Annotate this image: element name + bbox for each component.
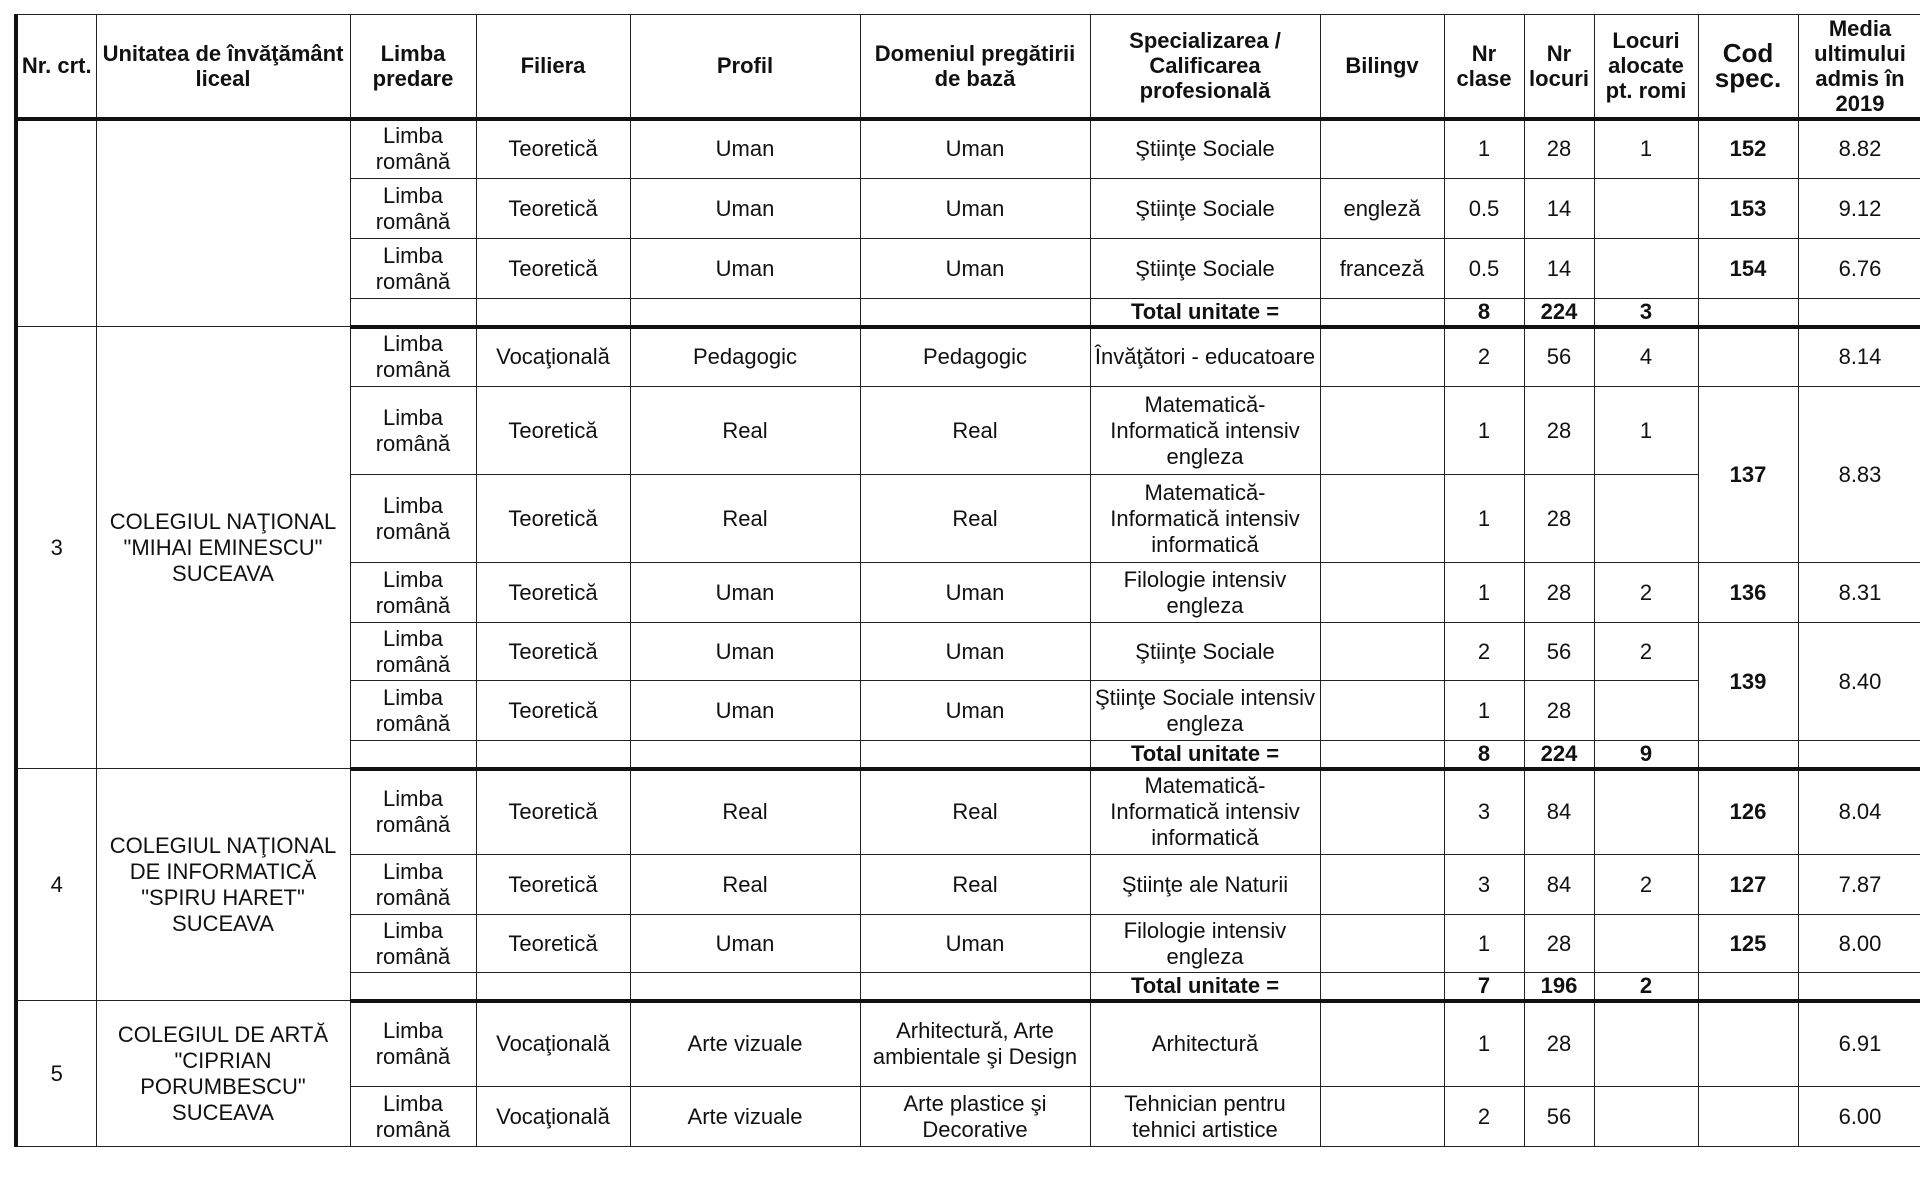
romi-cell: 2 — [1594, 855, 1698, 915]
limba-cell: Limba română — [350, 769, 476, 855]
header-media-2019: Media ultimului admis în 2019 — [1798, 15, 1920, 119]
clase-cell: 1 — [1444, 387, 1524, 475]
filiera-cell: Vocaţională — [476, 1087, 630, 1147]
domeniul-cell: Real — [860, 387, 1090, 475]
romi-cell — [1594, 681, 1698, 741]
table-row — [16, 769, 1920, 855]
total-label: Total unitate = — [1090, 741, 1320, 769]
admission-table — [14, 14, 1920, 1147]
specializare-cell: Ştiinţe Sociale — [1090, 179, 1320, 239]
romi-cell — [1594, 915, 1698, 973]
limba-cell: Limba română — [350, 179, 476, 239]
specializare-cell: Ştiinţe ale Naturii — [1090, 855, 1320, 915]
nr-crt-cell: 5 — [16, 1001, 96, 1147]
cod-spec-cell: 154 — [1698, 239, 1798, 299]
limba-cell: Limba română — [350, 387, 476, 475]
profil-cell: Uman — [630, 623, 860, 681]
clase-cell: 2 — [1444, 1087, 1524, 1147]
locuri-cell: 28 — [1524, 681, 1594, 741]
limba-cell: Limba română — [350, 915, 476, 973]
bilingv-cell — [1320, 563, 1444, 623]
specializare-cell: Matematică-Informatică intensiv informatică — [1090, 769, 1320, 855]
clase-cell: 0.5 — [1444, 179, 1524, 239]
limba-cell: Limba română — [350, 681, 476, 741]
bilingv-cell — [1320, 1001, 1444, 1087]
clase-cell: 1 — [1444, 915, 1524, 973]
media-cell: 6.76 — [1798, 239, 1920, 299]
bilingv-cell — [1320, 1087, 1444, 1147]
media-cell: 7.87 — [1798, 855, 1920, 915]
domeniul-cell: Uman — [860, 623, 1090, 681]
nr-crt-cell: 4 — [16, 769, 96, 1001]
total-romi: 3 — [1594, 299, 1698, 327]
header-unitatea: Unitatea de învăţământ liceal — [96, 15, 350, 119]
locuri-cell: 84 — [1524, 855, 1594, 915]
domeniul-cell: Uman — [860, 563, 1090, 623]
nr-crt-cell — [16, 119, 96, 327]
media-cell: 8.00 — [1798, 915, 1920, 973]
bilingv-cell — [1320, 623, 1444, 681]
locuri-cell: 28 — [1524, 563, 1594, 623]
filiera-cell: Vocaţională — [476, 1001, 630, 1087]
cod-spec-cell: 127 — [1698, 855, 1798, 915]
media-cell: 8.83 — [1798, 387, 1920, 563]
total-clase: 8 — [1444, 741, 1524, 769]
total-locuri: 224 — [1524, 741, 1594, 769]
header-bilingv: Bilingv — [1320, 15, 1444, 119]
cod-spec-cell: 126 — [1698, 769, 1798, 855]
cod-spec-cell: 152 — [1698, 119, 1798, 179]
total-clase: 8 — [1444, 299, 1524, 327]
limba-cell: Limba română — [350, 1087, 476, 1147]
romi-cell — [1594, 1001, 1698, 1087]
header-locuri-romi: Locuri alocate pt. romi — [1594, 15, 1698, 119]
locuri-cell: 14 — [1524, 239, 1594, 299]
clase-cell: 3 — [1444, 769, 1524, 855]
specializare-cell: Ştiinţe Sociale — [1090, 119, 1320, 179]
limba-cell: Limba română — [350, 855, 476, 915]
total-locuri: 196 — [1524, 973, 1594, 1001]
domeniul-cell: Pedagogic — [860, 327, 1090, 387]
limba-cell: Limba română — [350, 239, 476, 299]
bilingv-cell: engleză — [1320, 179, 1444, 239]
romi-cell: 2 — [1594, 623, 1698, 681]
filiera-cell: Teoretică — [476, 623, 630, 681]
romi-cell — [1594, 239, 1698, 299]
media-cell: 8.40 — [1798, 623, 1920, 741]
bilingv-cell: franceză — [1320, 239, 1444, 299]
specializare-cell: Ştiinţe Sociale — [1090, 623, 1320, 681]
clase-cell: 3 — [1444, 855, 1524, 915]
cod-spec-cell — [1698, 1001, 1798, 1087]
profil-cell: Uman — [630, 563, 860, 623]
media-cell: 8.04 — [1798, 769, 1920, 855]
locuri-cell: 56 — [1524, 327, 1594, 387]
media-cell: 8.31 — [1798, 563, 1920, 623]
profil-cell: Uman — [630, 915, 860, 973]
profil-cell: Uman — [630, 179, 860, 239]
locuri-cell: 84 — [1524, 769, 1594, 855]
specializare-cell: Matematică-Informatică intensiv informatică — [1090, 475, 1320, 563]
cod-spec-cell: 125 — [1698, 915, 1798, 973]
bilingv-cell — [1320, 681, 1444, 741]
locuri-cell: 28 — [1524, 475, 1594, 563]
total-label: Total unitate = — [1090, 973, 1320, 1001]
locuri-cell: 56 — [1524, 623, 1594, 681]
cod-spec-cell — [1698, 1087, 1798, 1147]
filiera-cell: Teoretică — [476, 239, 630, 299]
bilingv-cell — [1320, 769, 1444, 855]
cod-spec-cell — [1698, 327, 1798, 387]
profil-cell: Arte vizuale — [630, 1087, 860, 1147]
filiera-cell: Teoretică — [476, 179, 630, 239]
media-cell: 6.00 — [1798, 1087, 1920, 1147]
profil-cell: Real — [630, 769, 860, 855]
domeniul-cell: Uman — [860, 179, 1090, 239]
specializare-cell: Învăţători - educatoare — [1090, 327, 1320, 387]
profil-cell: Arte vizuale — [630, 1001, 860, 1087]
nr-crt-cell: 3 — [16, 327, 96, 769]
bilingv-cell — [1320, 475, 1444, 563]
total-romi: 2 — [1594, 973, 1698, 1001]
specializare-cell: Tehnician pentru tehnici artistice — [1090, 1087, 1320, 1147]
domeniul-cell: Real — [860, 855, 1090, 915]
profil-cell: Real — [630, 475, 860, 563]
total-label: Total unitate = — [1090, 299, 1320, 327]
header-nr-clase: Nr clase — [1444, 15, 1524, 119]
filiera-cell: Teoretică — [476, 119, 630, 179]
profil-cell: Uman — [630, 239, 860, 299]
profil-cell: Uman — [630, 119, 860, 179]
cod-spec-cell: 139 — [1698, 623, 1798, 741]
profil-cell: Real — [630, 387, 860, 475]
limba-cell: Limba română — [350, 563, 476, 623]
media-cell: 8.82 — [1798, 119, 1920, 179]
header-nr-crt: Nr. crt. — [16, 15, 96, 119]
clase-cell: 1 — [1444, 119, 1524, 179]
romi-cell — [1594, 475, 1698, 563]
bilingv-cell — [1320, 387, 1444, 475]
header-cod-spec: Cod spec. — [1698, 15, 1798, 119]
locuri-cell: 28 — [1524, 915, 1594, 973]
romi-cell — [1594, 769, 1698, 855]
profil-cell: Uman — [630, 681, 860, 741]
table-row — [16, 1001, 1920, 1087]
clase-cell: 1 — [1444, 563, 1524, 623]
domeniul-cell: Arte plastice şi Decorative — [860, 1087, 1090, 1147]
specializare-cell: Filologie intensiv engleza — [1090, 563, 1320, 623]
total-romi: 9 — [1594, 741, 1698, 769]
header-nr-locuri: Nr locuri — [1524, 15, 1594, 119]
limba-cell: Limba română — [350, 1001, 476, 1087]
header-specializarea: Specializarea / Calificarea profesională — [1090, 15, 1320, 119]
filiera-cell: Teoretică — [476, 563, 630, 623]
media-cell: 9.12 — [1798, 179, 1920, 239]
clase-cell: 1 — [1444, 475, 1524, 563]
specializare-cell: Ştiinţe Sociale intensiv engleza — [1090, 681, 1320, 741]
filiera-cell: Teoretică — [476, 769, 630, 855]
profil-cell: Real — [630, 855, 860, 915]
header-row — [16, 15, 1920, 119]
filiera-cell: Teoretică — [476, 681, 630, 741]
clase-cell: 2 — [1444, 623, 1524, 681]
limba-cell: Limba română — [350, 119, 476, 179]
specializare-cell: Ştiinţe Sociale — [1090, 239, 1320, 299]
unitatea-cell: COLEGIUL NAŢIONAL "MIHAI EMINESCU" SUCEAVA — [96, 327, 350, 769]
cod-spec-cell: 136 — [1698, 563, 1798, 623]
locuri-cell: 28 — [1524, 1001, 1594, 1087]
media-cell: 8.14 — [1798, 327, 1920, 387]
header-domeniul: Domeniul pregătirii de bază — [860, 15, 1090, 119]
domeniul-cell: Real — [860, 475, 1090, 563]
unitatea-cell: COLEGIUL NAŢIONAL DE INFORMATICĂ "SPIRU HARET" SUCEAVA — [96, 769, 350, 1001]
romi-cell: 2 — [1594, 563, 1698, 623]
bilingv-cell — [1320, 119, 1444, 179]
unitatea-cell: COLEGIUL DE ARTĂ "CIPRIAN PORUMBESCU" SUCEAVA — [96, 1001, 350, 1147]
locuri-cell: 56 — [1524, 1087, 1594, 1147]
specializare-cell: Filologie intensiv engleza — [1090, 915, 1320, 973]
domeniul-cell: Uman — [860, 681, 1090, 741]
romi-cell — [1594, 179, 1698, 239]
limba-cell: Limba română — [350, 475, 476, 563]
header-limba-predare: Limba predare — [350, 15, 476, 119]
filiera-cell: Teoretică — [476, 387, 630, 475]
total-locuri: 224 — [1524, 299, 1594, 327]
filiera-cell: Teoretică — [476, 855, 630, 915]
clase-cell: 2 — [1444, 327, 1524, 387]
clase-cell: 1 — [1444, 681, 1524, 741]
total-clase: 7 — [1444, 973, 1524, 1001]
locuri-cell: 28 — [1524, 387, 1594, 475]
filiera-cell: Vocaţională — [476, 327, 630, 387]
domeniul-cell: Uman — [860, 915, 1090, 973]
domeniul-cell: Uman — [860, 239, 1090, 299]
romi-cell: 4 — [1594, 327, 1698, 387]
profil-cell: Pedagogic — [630, 327, 860, 387]
header-profil: Profil — [630, 15, 860, 119]
limba-cell: Limba română — [350, 623, 476, 681]
clase-cell: 0.5 — [1444, 239, 1524, 299]
filiera-cell: Teoretică — [476, 475, 630, 563]
locuri-cell: 28 — [1524, 119, 1594, 179]
clase-cell: 1 — [1444, 1001, 1524, 1087]
bilingv-cell — [1320, 855, 1444, 915]
unitatea-cell — [96, 119, 350, 327]
table-row — [16, 119, 1920, 179]
domeniul-cell: Uman — [860, 119, 1090, 179]
bilingv-cell — [1320, 915, 1444, 973]
limba-cell: Limba română — [350, 327, 476, 387]
media-cell: 6.91 — [1798, 1001, 1920, 1087]
header-filiera: Filiera — [476, 15, 630, 119]
bilingv-cell — [1320, 327, 1444, 387]
table-row — [16, 327, 1920, 387]
cod-spec-cell: 153 — [1698, 179, 1798, 239]
cod-spec-cell: 137 — [1698, 387, 1798, 563]
locuri-cell: 14 — [1524, 179, 1594, 239]
romi-cell — [1594, 1087, 1698, 1147]
specializare-cell: Arhitectură — [1090, 1001, 1320, 1087]
filiera-cell: Teoretică — [476, 915, 630, 973]
romi-cell: 1 — [1594, 119, 1698, 179]
domeniul-cell: Arhitectură, Arte ambientale şi Design — [860, 1001, 1090, 1087]
domeniul-cell: Real — [860, 769, 1090, 855]
romi-cell: 1 — [1594, 387, 1698, 475]
specializare-cell: Matematică-Informatică intensiv engleza — [1090, 387, 1320, 475]
